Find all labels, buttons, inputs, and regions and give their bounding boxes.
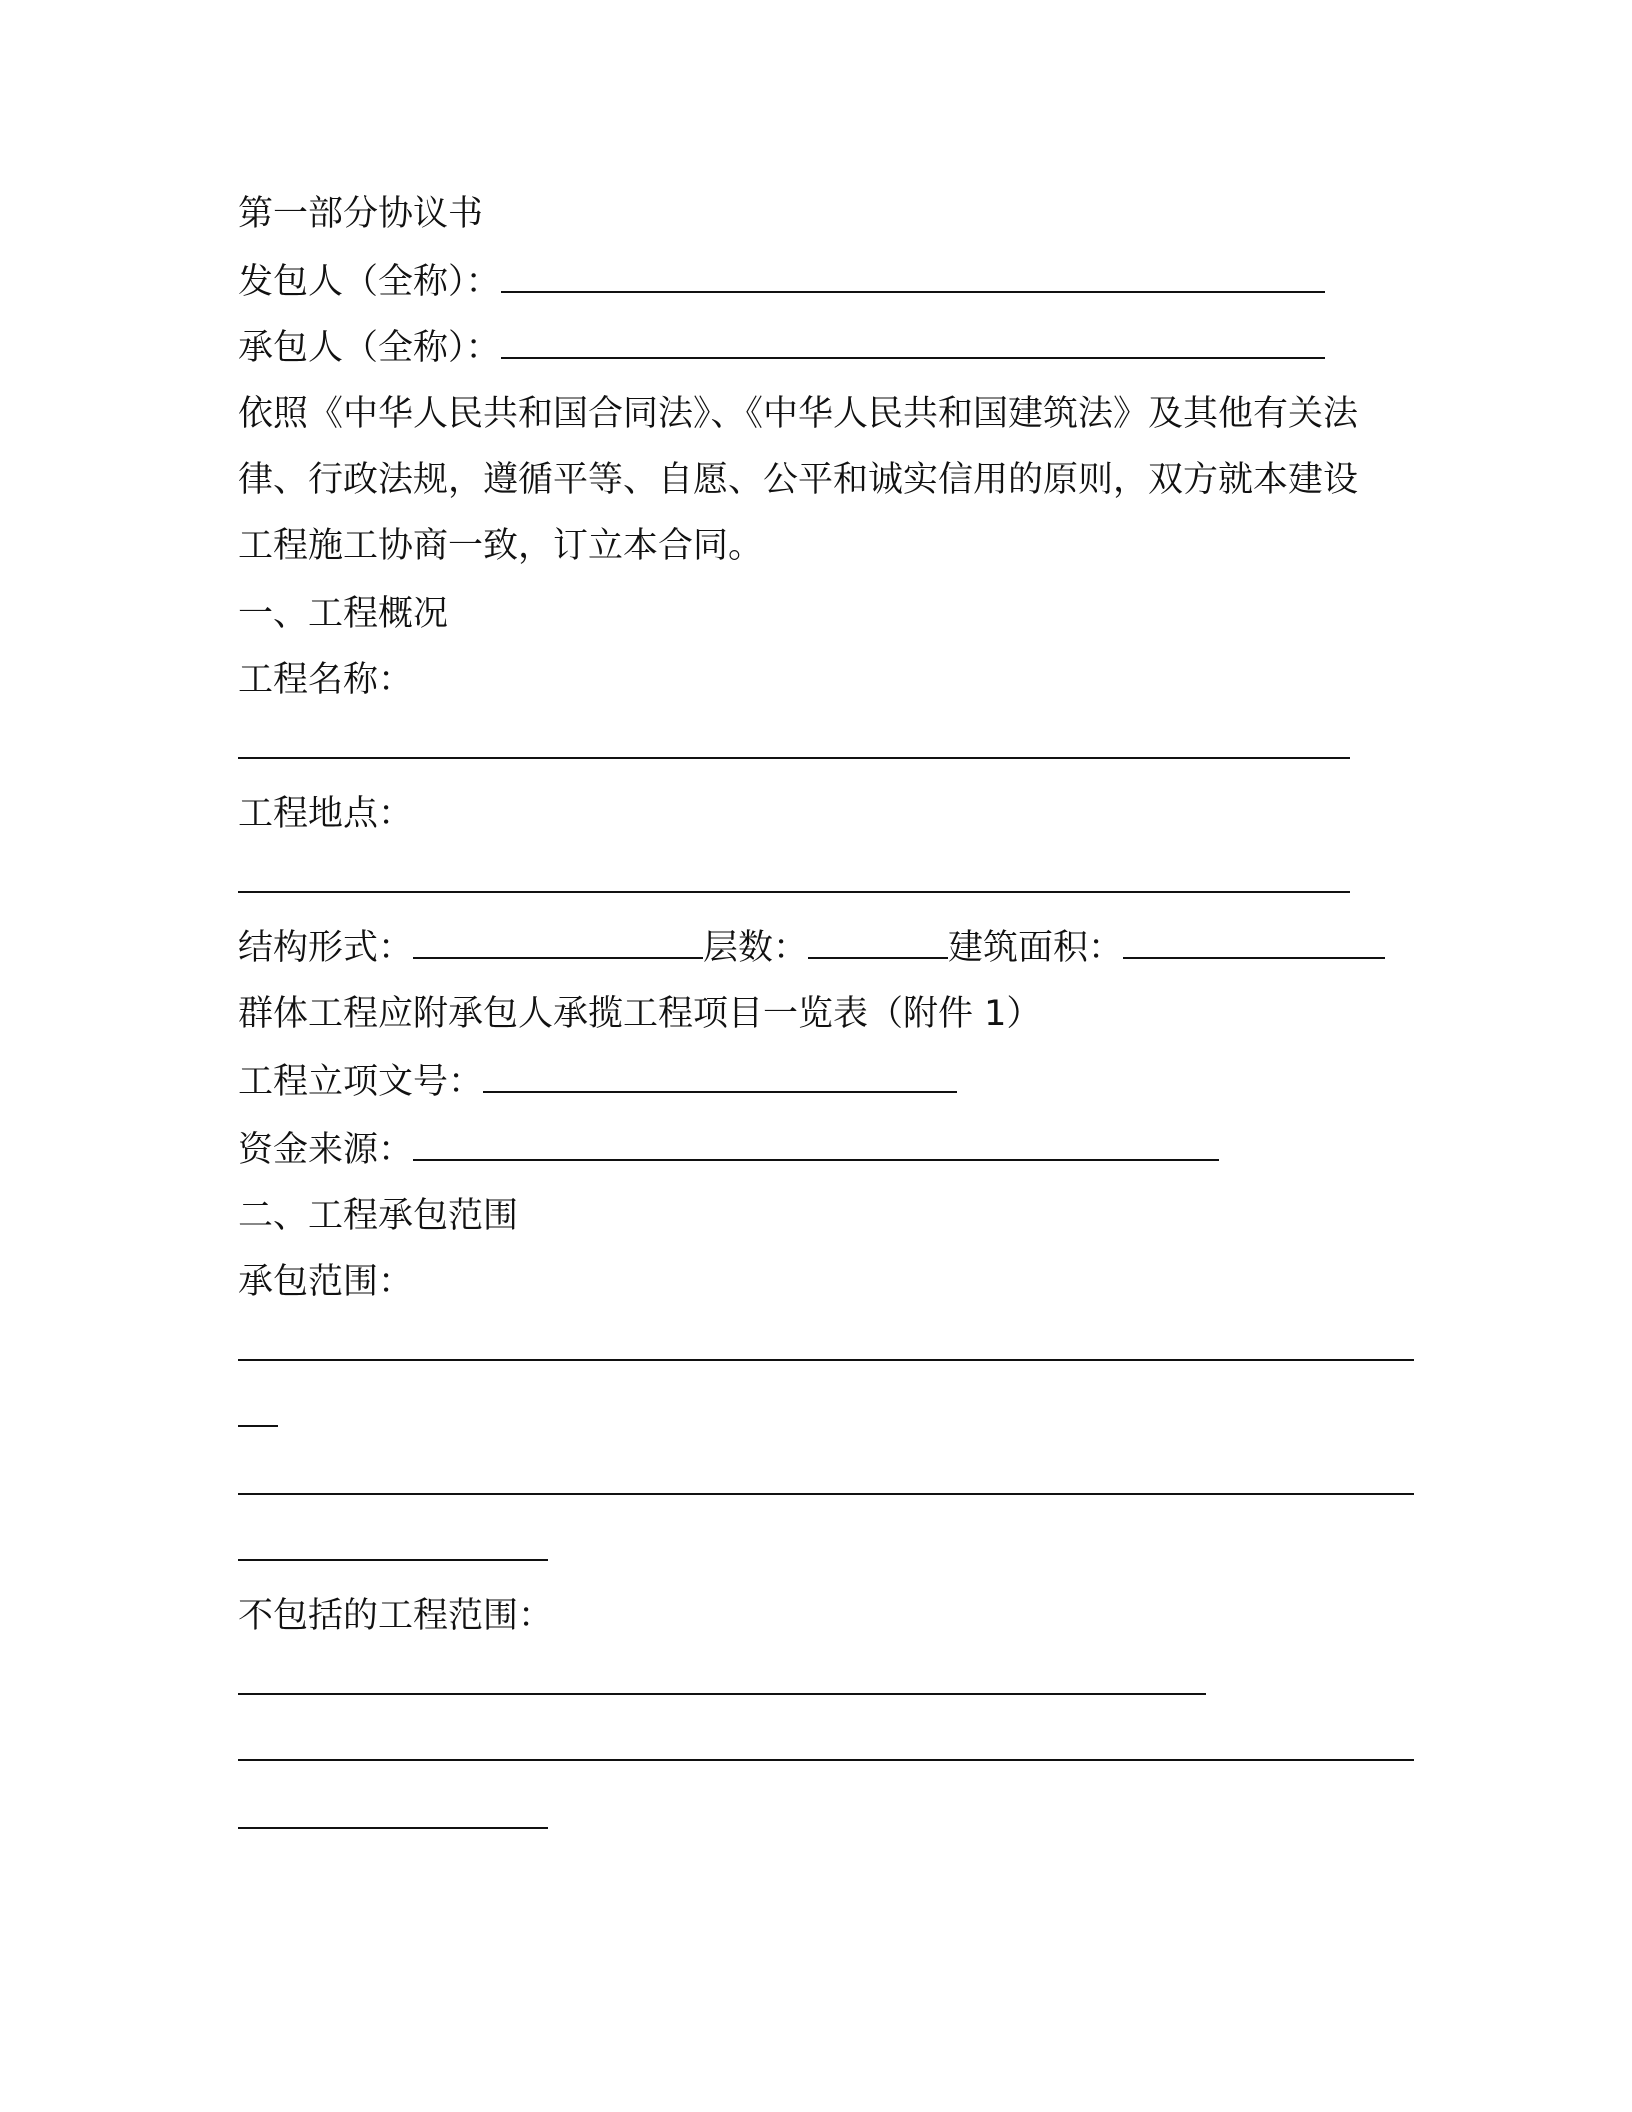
contractor-row xyxy=(238,326,1325,370)
document-title: 第一部分协议书 xyxy=(238,194,484,234)
section-2-heading: 二、工程承包范围 xyxy=(238,1196,519,1236)
employer-row xyxy=(238,260,1325,304)
preamble-line-2: 律、行政法规，遵循平等、自愿、公平和诚实信用的原则，双方就本建设 xyxy=(238,460,1359,500)
project-location-blank[interactable] xyxy=(238,861,1350,893)
funding-source-row xyxy=(238,1128,1219,1172)
building-area-blank[interactable] xyxy=(1123,927,1385,959)
scope-row-4 xyxy=(238,1528,548,1572)
structure-blank[interactable] xyxy=(413,927,703,959)
preamble-line-3: 工程施工协商一致，订立本合同。 xyxy=(238,526,764,566)
excluded-scope-blank-1[interactable] xyxy=(238,1663,1206,1695)
scope-row-1 xyxy=(238,1328,1414,1372)
building-area-label: 建筑面积： xyxy=(948,928,1124,968)
excluded-scope-label: 不包括的工程范围： xyxy=(238,1596,554,1636)
scope-blank-2[interactable] xyxy=(238,1395,278,1427)
group-project-note: 群体工程应附承包人承揽工程项目一览表（附件 1） xyxy=(238,994,1042,1034)
structure-label: 结构形式： xyxy=(238,928,414,968)
excluded-scope-row-1 xyxy=(238,1662,1206,1706)
project-location-label: 工程地点： xyxy=(238,794,414,834)
approval-doc-label: 工程立项文号： xyxy=(238,1062,484,1102)
excluded-scope-row-2 xyxy=(238,1728,1414,1772)
excluded-scope-row-3 xyxy=(238,1796,548,1840)
project-location-row xyxy=(238,860,1350,904)
floors-blank[interactable] xyxy=(808,927,948,959)
scope-row-3 xyxy=(238,1462,1414,1506)
approval-doc-blank[interactable] xyxy=(483,1061,957,1093)
funding-source-blank[interactable] xyxy=(413,1129,1219,1161)
excluded-scope-blank-2[interactable] xyxy=(238,1729,1414,1761)
project-name-label: 工程名称： xyxy=(238,660,414,700)
employer-blank[interactable] xyxy=(501,261,1325,293)
structure-row xyxy=(238,926,1385,970)
scope-blank-1[interactable] xyxy=(238,1329,1414,1361)
section-1-heading: 一、工程概况 xyxy=(238,594,449,634)
scope-row-2 xyxy=(238,1394,278,1438)
scope-blank-4[interactable] xyxy=(238,1529,548,1561)
project-name-row xyxy=(238,726,1350,770)
contractor-label: 承包人（全称）： xyxy=(238,328,501,368)
employer-label: 发包人（全称）： xyxy=(238,262,501,302)
approval-doc-row xyxy=(238,1060,957,1104)
excluded-scope-blank-3[interactable] xyxy=(238,1797,548,1829)
scope-blank-3[interactable] xyxy=(238,1463,1414,1495)
floors-label: 层数： xyxy=(703,928,809,968)
contractor-blank[interactable] xyxy=(501,327,1325,359)
preamble-line-1: 依照《中华人民共和国合同法》、《中华人民共和国建筑法》及其他有关法 xyxy=(238,394,1359,434)
funding-source-label: 资金来源： xyxy=(238,1130,414,1170)
scope-label: 承包范围： xyxy=(238,1262,414,1302)
project-name-blank[interactable] xyxy=(238,727,1350,759)
